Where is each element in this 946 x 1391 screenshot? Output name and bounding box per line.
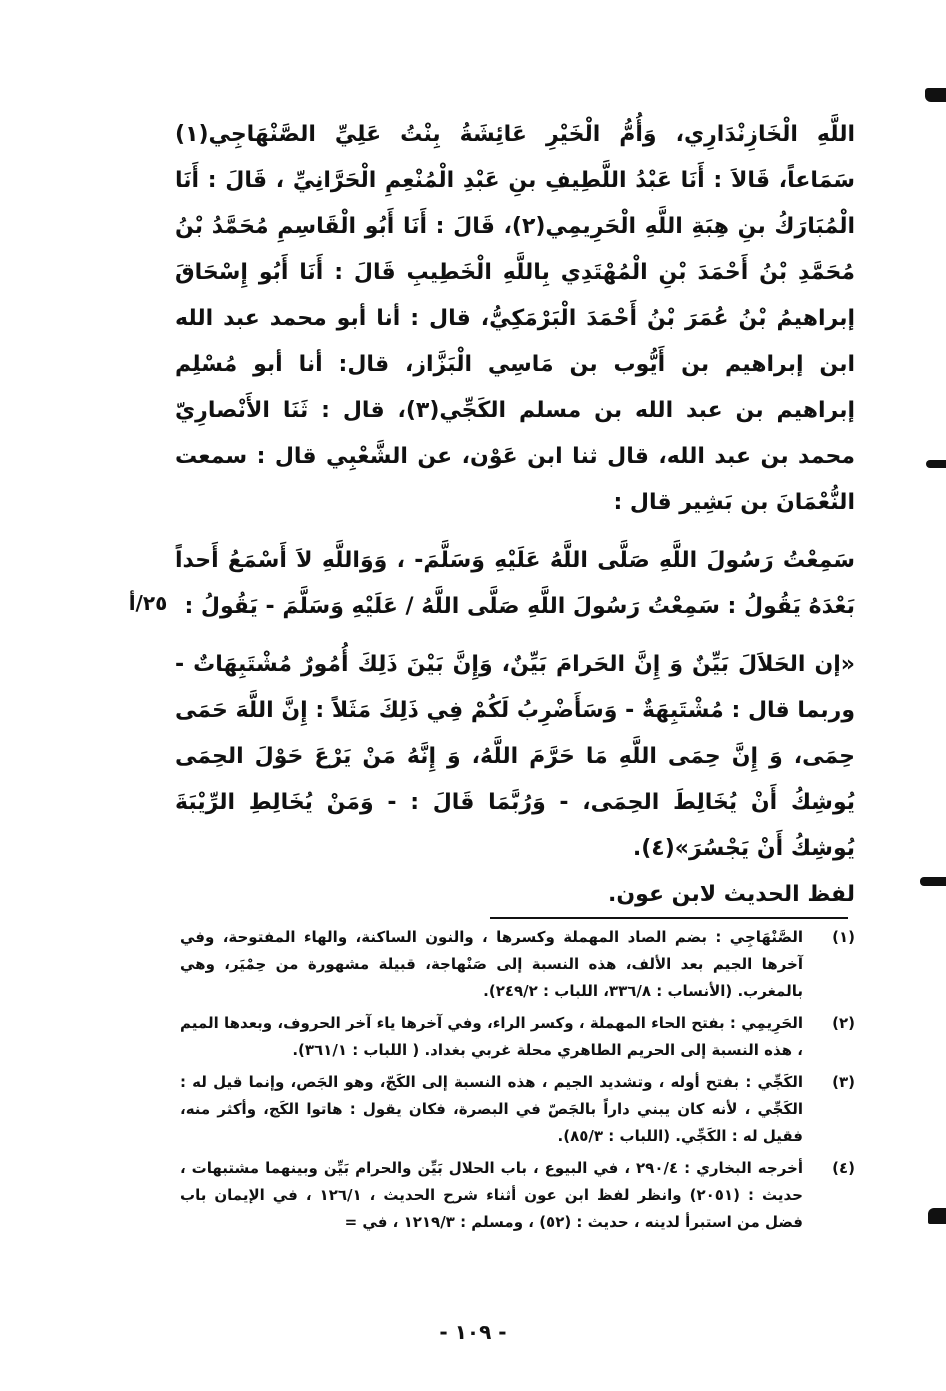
footnote-text: أخرجه البخاري : ٢٩٠/٤ ، في البيوع ، باب الحلال بَيِّن والحرام بَيِّن وبينهما مشتبهات ، حديث : (٢٠٥١) وانظر لفظ ابن عون أثناء شرح الحديث ، ١٢٦/١ ، في الإيمان باب فضل من استبرأ لدينه ، حديث : (٥٢) ، ومسلم : ١٢١٩/٣ ، في =: [180, 1159, 803, 1231]
footnotes: [180, 924, 855, 1241]
footnote: [180, 1010, 855, 1064]
footnote-divider: [490, 917, 848, 919]
main-text: [175, 112, 855, 918]
paragraph-hadith: «إن الحَلاَلَ بَيِّنٌ وَ إِنَّ الحَرامَ بَيِّنٌ، وَإِنَّ بَيْنَ ذَلِكَ أُمُورٌ مُشْتَبِهَاتٌ - وربما قال : مُشْتَبِهَةٌ - وَسَأَضْرِبُ لَكُمْ فِي ذَلِكَ مَثَلاً : إِنَّ اللَّهَ حَمَى حِمَى، وَ إِنَّ حِمَى اللَّهِ مَا حَرَّمَ اللَّهُ، وَ إِنَّهُ مَنْ يَرْعَ حَوْلَ الحِمَى يُوشِكُ أَنْ يُخَالِطَ الحِمَى، - وَرُبَّمَا قَالَ : - وَمَنْ يُخَالِطِ الرِّيْبَةَ يُوشِكُ أَنْ يَجْسُرَ»(٤).: [175, 652, 855, 861]
footnote-number: (١): [832, 928, 855, 946]
page-number: - ١٠٩ -: [439, 1320, 507, 1344]
manuscript-folio-reference: ٢٥/أ: [128, 591, 168, 615]
paragraph-narration: سَمِعْتُ رَسُولَ اللَّهِ صَلَّى اللَّهُ عَلَيْهِ وَسَلَّمَ- ، وَوَاللَّهِ لاَ أَسْمَعُ أَحداً بَعْدَهُ يَقُولُ : سَمِعْتُ رَسُولَ اللَّهِ صَلَّى اللَّهُ / عَلَيْهِ وَسَلَّمَ - يَقُولُ :: [175, 548, 855, 619]
footnote-text: الكَجِّي : بفتح أوله ، وتشديد الجيم ، هذه النسبة إلى الكَجّ، وهو الجَص، وإنما قيل له : الكَجِّي ، لأنه كان يبني داراً بالجَصّ في البصرة، فكان يقول : هاتوا الكَج، وأكثر منه، فقيل له : الكَجِّي. (اللباب : ٨٥/٣).: [180, 1073, 803, 1145]
footnote: [180, 924, 855, 1005]
scan-edge-mark: [928, 1208, 946, 1224]
paragraph-isnad: اللَّهِ الْخَازِنْدَارِي، وَأُمُّ الْخَيْرِ عَائِشَةُ بِنْتُ عَلِيِّ الصَّنْهَاجِي(١) سَمَاعاً، قَالاَ : أَنَا عَبْدُ اللَّطِيفِ بنِ عَبْدِ الْمُنْعِمِ الْحَرَّانِيِّ ، قَالَ : أَنَا الْمُبَارَكُ بنِ هِبَةِ اللَّهِ الْحَرِيمِي(٢)، قَالَ : أَنَا أَبُو الْقَاسِمِ مُحَمَّدُ بْنُ مُحَمَّدِ بْنُ أَحْمَدَ بْنِ الْمُهْتَدِي بِاللَّهِ الْخَطِيبِ قَالَ : أَنَا أَبُو إِسْحَاقَ إبراهيمُ بْنُ عُمَرَ بْنُ أَحْمَدَ الْبَرْمَكِيُّ، قال : أنا أبو محمد عبد الله ابن إبراهيم بن أَيُّوب بن مَاسِي الْبَزَّاز، قال: أنا أبو مُسْلِم إبراهيم بن عبد الله بن مسلم الكَجِّي(٣)، قال : ثَنَا الأَنْصارِيّ محمد بن عبد الله، قال ثنا ابن عَوْن، عن الشَّعْبِي قال : سمعت النُّعْمَانَ بن بَشِير قال :: [175, 122, 856, 515]
scan-edge-mark: [920, 877, 946, 886]
footnote: [180, 1069, 855, 1150]
scan-edge-mark: [926, 460, 946, 468]
footnote: [180, 1155, 855, 1236]
footnote-number: (٤): [832, 1159, 855, 1177]
footnote-text: الحَرِيمِي : بفتح الحاء المهملة ، وكسر الراء، وفي آخرها ياء آخر الحروف، وبعدها الميم ، هذه النسبة إلى الحريم الطاهري محلة غربي بغداد. ( اللباب : ٣٦١/١).: [180, 1014, 803, 1059]
scan-edge-mark: [925, 88, 946, 102]
footnote-text: الصَّنْهَاجِي : بضم الصاد المهملة وكسرها ، والنون الساكنة، والهاء المفتوحة، وفي آخرها الجيم بعد الألف، هذه النسبة إلى صَنْهاجة، قبيلة مشهورة من حِمْيَر، وهي بالمغرب. (الأنساب : ٣٣٦/٨، اللباب : ٢٤٩/٢).: [180, 928, 803, 1000]
footnote-number: (٢): [832, 1014, 855, 1032]
footnote-number: (٣): [832, 1073, 855, 1091]
paragraph-closing: لفظ الحديث لابن عون.: [608, 882, 855, 907]
